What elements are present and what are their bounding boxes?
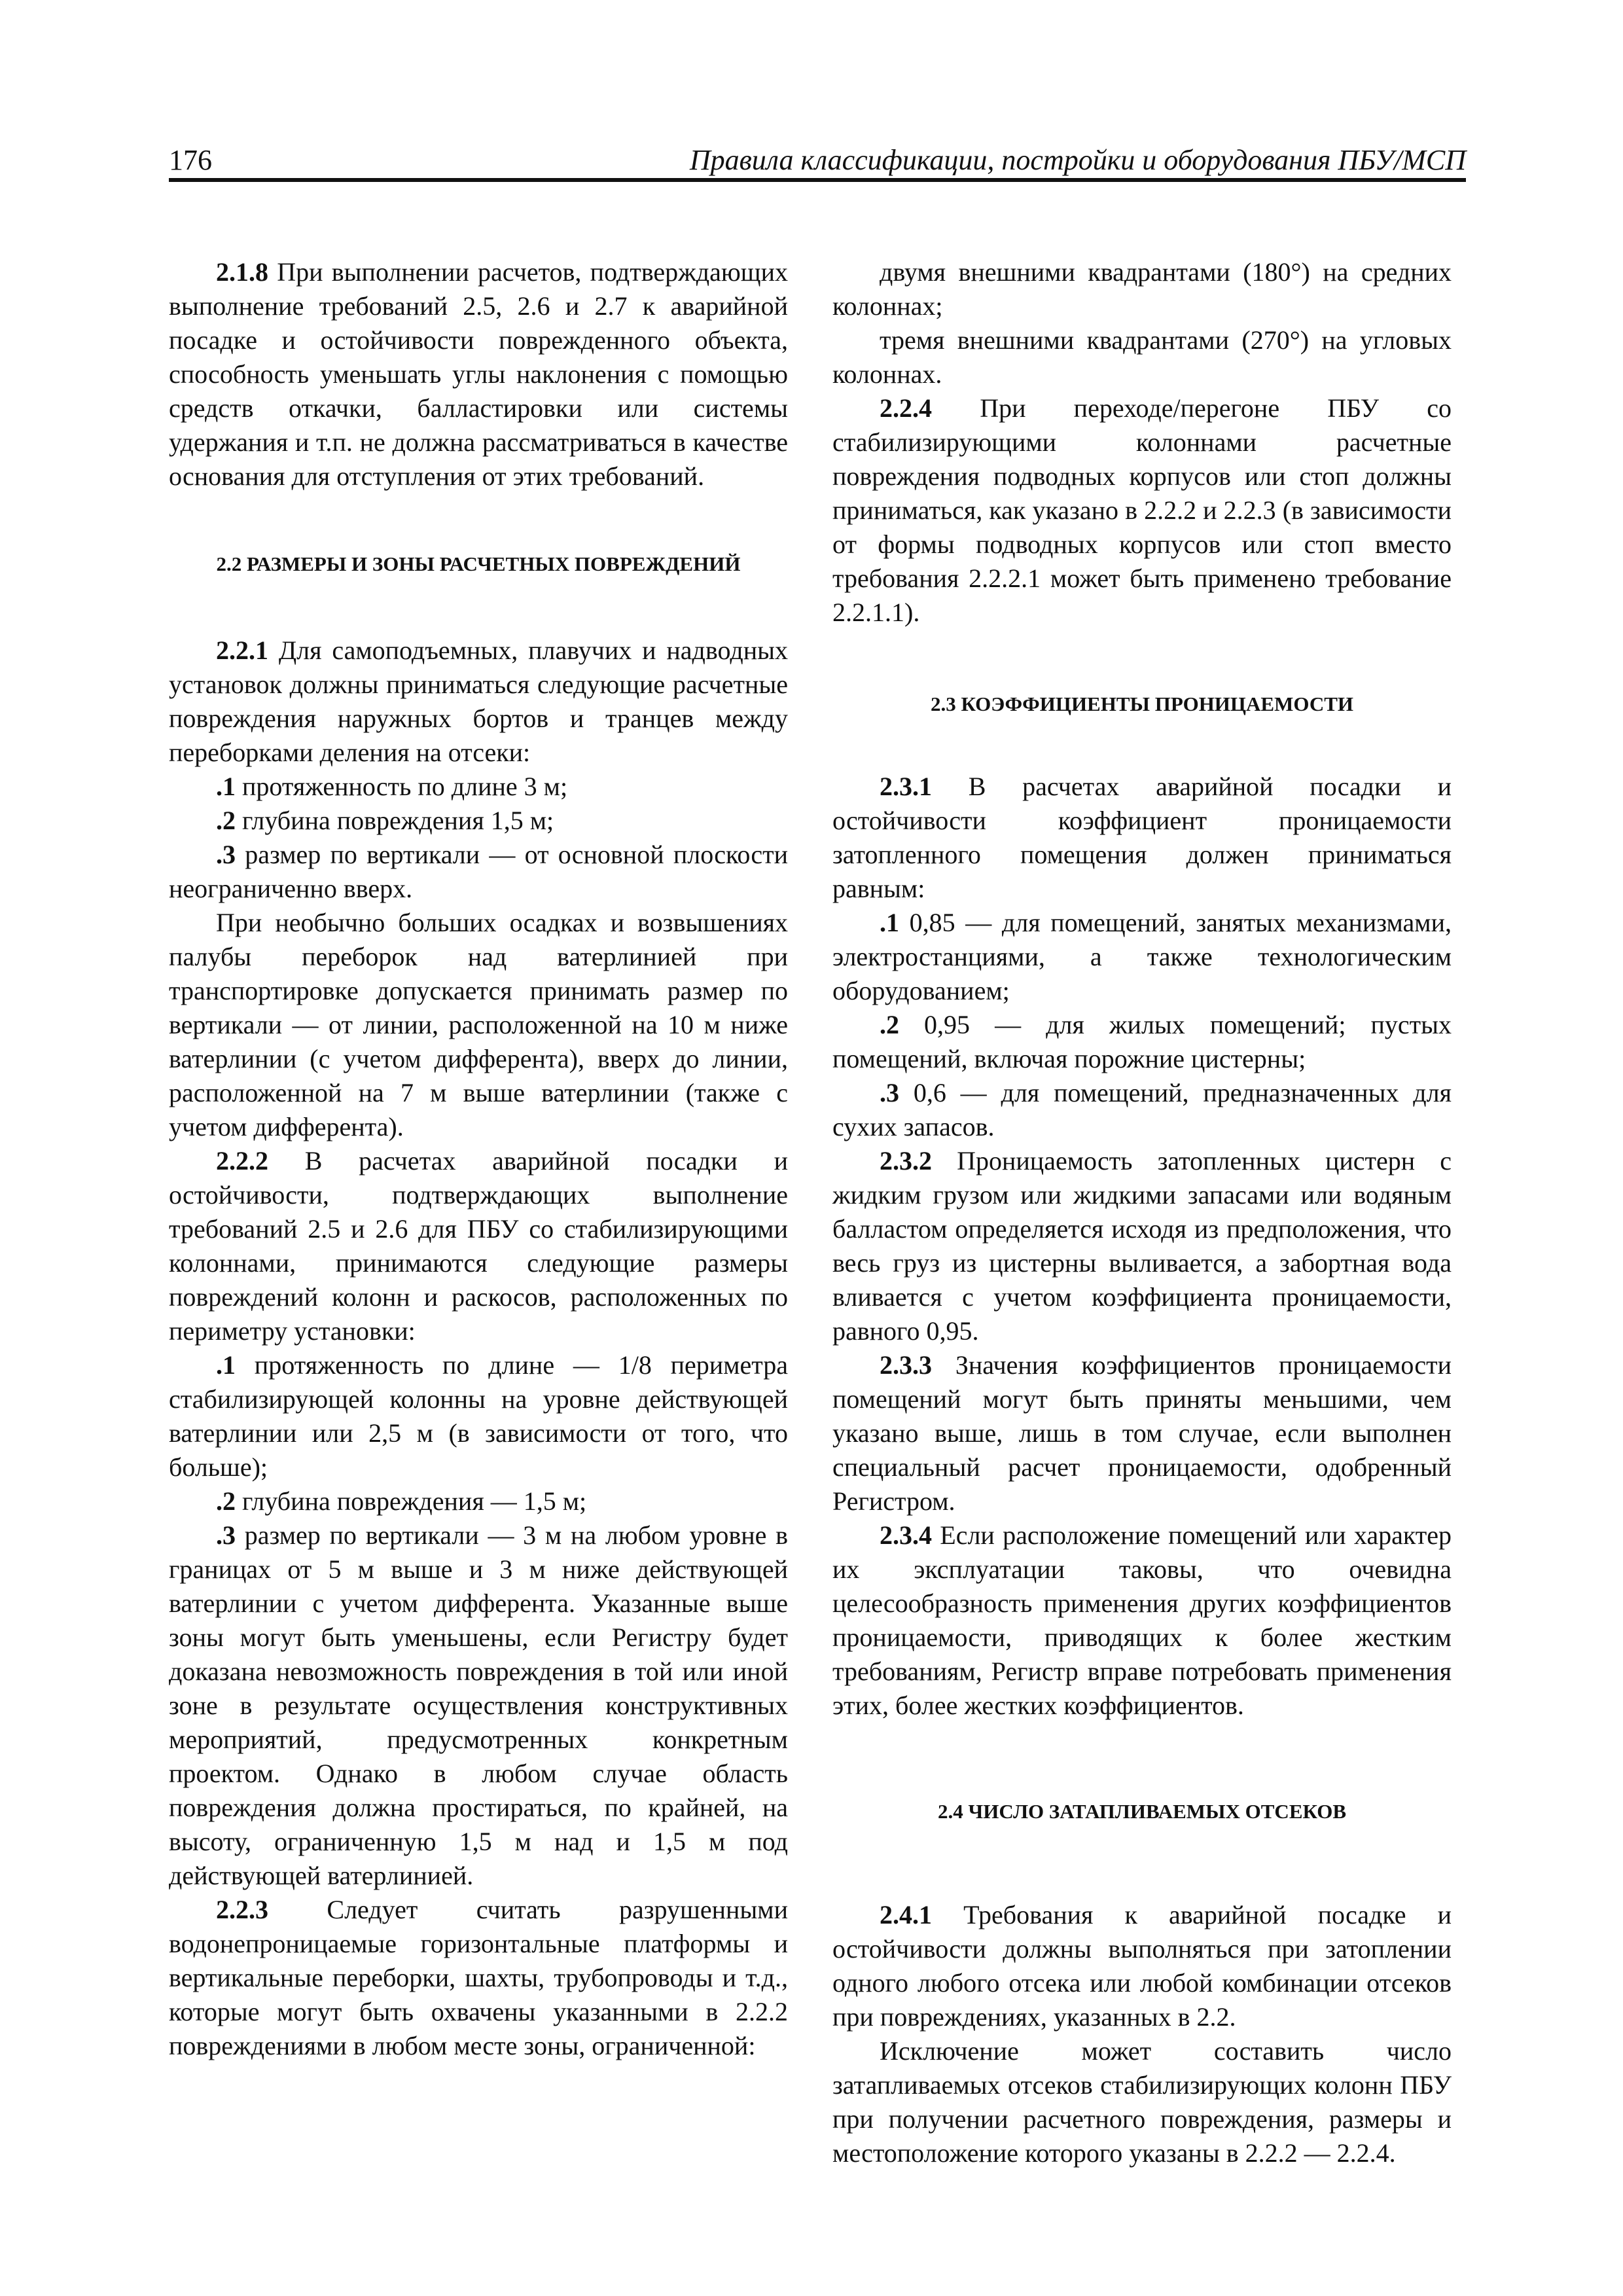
- running-title: Правила классификации, постройки и оборудования ПБУ/МСП: [689, 144, 1466, 176]
- paragraph-2-4-1: 2.4.1 Требования к аварийной посадке и остойчивости должны выполняться при затоплении одного любого отсека или любой комбинации отсеков при повреждениях, указанных в 2.2.: [832, 1900, 1452, 2032]
- paragraph-2-1-8: 2.1.8 При выполнении расчетов, подтверждающих выполнение требований 2.5, 2.6 и 2.7 к аварийной посадке и остойчивости поврежденного объекта, способность уменьшать углы наклонения с помощью средств откачки, балластировки или системы удержания и т.п. не должна рассматриваться в качестве основания для отступления от этих требований.: [169, 257, 788, 491]
- paragraph-2-3-1: 2.3.1 В расчетах аварийной посадки и остойчивости коэффициент проницаемости затопленного помещения должен приниматься равным:: [832, 772, 1452, 903]
- list-item: .2 глубина повреждения 1,5 м;: [216, 806, 554, 835]
- section-heading-2-3: 2.3 КОЭФФИЦИЕНТЫ ПРОНИЦАЕМОСТИ: [930, 692, 1354, 715]
- right-column: [832, 255, 1452, 2170]
- paragraph-two-quadrants: двумя внешними квадрантами (180°) на средних колоннах;: [832, 257, 1452, 321]
- paragraph-unusual-draught: При необычно больших осадках и возвышениях палубы переборок над ватерлинией при транспортировке допускается принимать размер по вертикали — от линии, расположенной на 10 м ниже ватерлинии (с учетом дифферента), вверх до линии, расположенной на 7 м выше ватерлинии (также с учетом дифферента).: [169, 908, 788, 1141]
- left-column: [169, 255, 788, 2063]
- section-heading-2-4: 2.4 ЧИСЛО ЗАТАПЛИВАЕМЫХ ОТСЕКОВ: [937, 1800, 1346, 1823]
- paragraph-2-2-2: 2.2.2 В расчетах аварийной посадки и остойчивости, подтверждающих выполнение требований 2.5 и 2.6 для ПБУ со стабилизирующими колоннами, принимаются следующие размеры повреждений колонн и раскосов, расположенных по периметру установки:: [169, 1146, 788, 1346]
- paragraph-2-2-3: 2.2.3 Следует считать разрушенными водонепроницаемые горизонтальные платформы и вертикальные переборки, шахты, трубопроводы и т.д., которые могут быть охвачены указанными в 2.2.2 повреждениями в любом месте зоны, ограниченной:: [169, 1895, 788, 2060]
- section-heading-2-2: 2.2 РАЗМЕРЫ И ЗОНЫ РАСЧЕТНЫХ ПОВРЕЖДЕНИЙ: [216, 552, 741, 575]
- paragraph-2-3-2: 2.3.2 Проницаемость затопленных цистерн с жидким грузом или жидкими запасами или водяным балластом определяется исходя из предположения, что весь груз из цистерны выливается, а забортная вода вливается с учетом коэффициента проницаемости, равного 0,95.: [832, 1146, 1452, 1346]
- list-item: .2 глубина повреждения — 1,5 м;: [216, 1486, 587, 1516]
- paragraph-2-2-4: 2.2.4 При переходе/перегоне ПБУ со стабилизирующими колоннами расчетные повреждения подводных корпусов или стоп должны приниматься, как указано в 2.2.2 и 2.2.3 (в зависимости от формы подводных корпусов или стоп вместо требования 2.2.2.1 может быть применено требование 2.2.1.1).: [832, 393, 1452, 627]
- header-rule: [169, 178, 1466, 182]
- list-item: .1 протяженность по длине — 1/8 периметра стабилизирующей колонны на уровне действующей ватерлинии или 2,5 м (в зависимости от того, что больше);: [169, 1350, 788, 1482]
- list-item: .1 протяженность по длине 3 м;: [216, 772, 568, 801]
- paragraph-2-3-4: 2.3.4 Если расположение помещений или характер их эксплуатации таковы, что очевидна целесообразность применения других коэффициентов проницаемости, приводящих к более жестким требованиям, Регистр вправе потребовать применения этих, более жестких коэффициентов.: [832, 1520, 1452, 1720]
- paragraph-three-quadrants: тремя внешними квадрантами (270°) на угловых колоннах.: [832, 325, 1452, 389]
- paragraph-2-3-3: 2.3.3 Значения коэффициентов проницаемости помещений могут быть приняты меньшими, чем указано выше, лишь в том случае, если выполнен специальный расчет проницаемости, одобренный Регистром.: [832, 1350, 1452, 1516]
- list-item: .3 размер по вертикали — от основной плоскости неограниченно вверх.: [169, 840, 788, 903]
- list-item: .3 размер по вертикали — 3 м на любом уровне в границах от 5 м выше и 3 м ниже действующей ватерлинии с учетом дифферента. Указанные выше зоны могут быть уменьшены, если Регистру будет доказана невозможность повреждения в той или иной зоне в результате осуществления конструктивных мероприятий, предусмотренных конкретным проектом. Однако в любом случае область повреждения должна простираться, по крайней, на высоту, ограниченную 1,5 м над и 1,5 м под действующей ватерлинией.: [169, 1520, 788, 1890]
- page-header: [169, 143, 1466, 178]
- paragraph-2-2-1: 2.2.1 Для самоподъемных, плавучих и надводных установок должны приниматься следующие расчетные повреждения наружных бортов и транцев между переборками деления на отсеки:: [169, 636, 788, 767]
- list-item: .3 0,6 — для помещений, предназначенных для сухих запасов.: [832, 1078, 1452, 1141]
- list-item: .1 0,85 — для помещений, занятых механизмами, электростанциями, а также технологическим оборудованием;: [832, 908, 1452, 1005]
- paragraph-exception: Исключение может составить число затапливаемых отсеков стабилизирующих колонн ПБУ при получении расчетного повреждения, размеры и местоположение которого указаны в 2.2.2 — 2.2.4.: [832, 2036, 1452, 2168]
- list-item: .2 0,95 — для жилых помещений; пустых помещений, включая порожние цистерны;: [832, 1010, 1452, 1073]
- page-number: 176: [169, 144, 212, 176]
